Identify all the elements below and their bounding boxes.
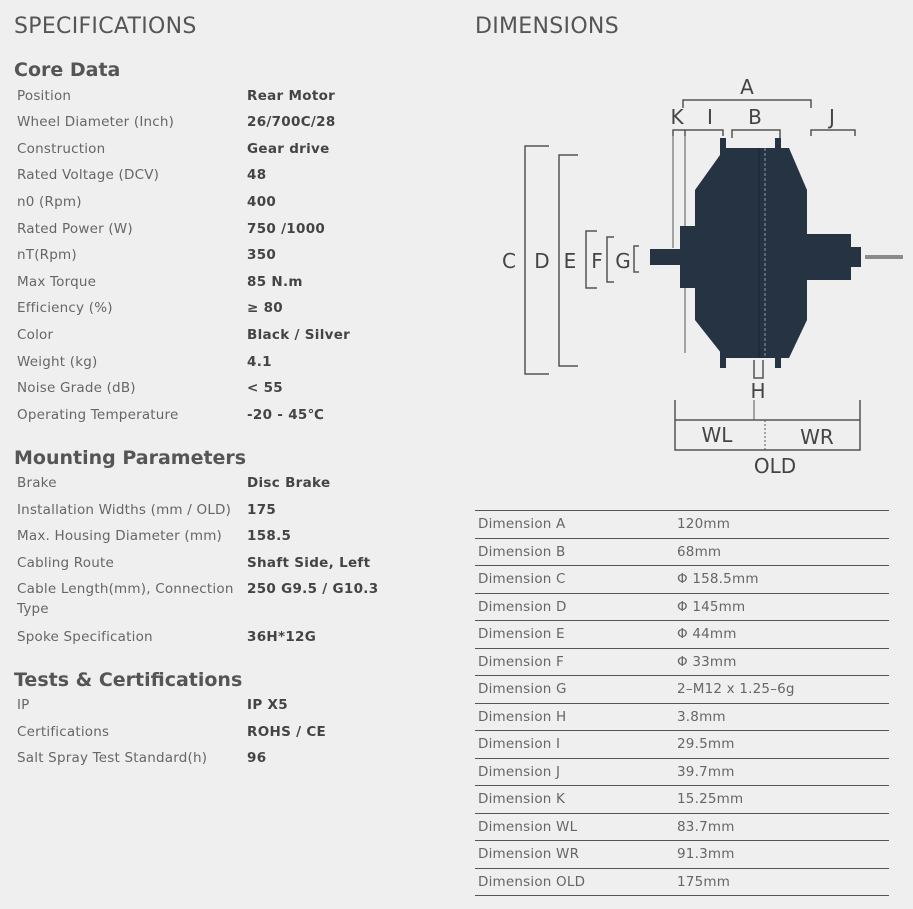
dimension-k-line: [673, 130, 685, 136]
spec-value: 96: [247, 750, 267, 766]
dimension-value: 3.8mm: [677, 708, 726, 725]
spec-label: Wheel Diameter (Inch): [17, 114, 175, 130]
label-i: I: [707, 105, 713, 129]
dimension-label: Dimension A: [478, 516, 566, 532]
table-row: [475, 869, 889, 897]
dimension-value: 83.7mm: [677, 818, 735, 835]
spec-label: Certifications: [17, 724, 110, 740]
spec-label: Max. Housing Diameter (mm): [17, 528, 223, 544]
dimension-value: Φ 33mm: [677, 653, 737, 670]
spec-value: Rear Motor: [247, 88, 336, 104]
spec-value: 158.5: [247, 528, 292, 544]
dimension-value: 2–M12 x 1.25–6g: [677, 681, 795, 697]
dimension-value: 120mm: [677, 516, 731, 532]
spec-value: 85 N.m: [247, 274, 303, 290]
label-old: OLD: [753, 454, 797, 478]
spec-label: Position: [17, 88, 72, 104]
motor-housing: [695, 148, 807, 358]
table-row: [475, 511, 889, 539]
label-d: D: [534, 249, 550, 273]
spec-label: Salt Spray Test Standard(h): [17, 750, 208, 766]
spec-value: Gear drive: [247, 141, 330, 157]
dimension-label: Dimension OLD: [478, 873, 586, 890]
dimension-label: Dimension B: [478, 543, 566, 560]
spec-value: 350: [247, 247, 277, 263]
table-row: [475, 759, 889, 787]
spec-value: 48: [247, 167, 267, 183]
axle-right: [865, 255, 903, 259]
label-wr: WR: [800, 425, 834, 449]
hub-motor-dimension-diagram: [475, 68, 913, 483]
table-row: [475, 704, 889, 732]
spec-label: Installation Widths (mm / OLD): [17, 502, 232, 518]
hub-motor-body: [650, 138, 903, 368]
table-row: [475, 786, 889, 814]
dimension-value: 15.25mm: [677, 791, 744, 807]
spec-value: IP X5: [247, 697, 288, 713]
label-h: H: [750, 379, 766, 403]
table-row: [475, 841, 889, 869]
label-a: A: [740, 75, 754, 99]
label-j: J: [829, 105, 835, 129]
spec-label: Noise Grade (dB): [17, 380, 136, 396]
spec-label: nT(Rpm): [17, 247, 77, 263]
dimension-g-line: [634, 246, 639, 272]
spec-label: Color: [17, 327, 54, 343]
dimension-f-line: [607, 237, 614, 282]
spec-value: Black / Silver: [247, 327, 351, 343]
table-row: [475, 539, 889, 567]
dimension-h-line: [754, 360, 763, 378]
dimension-label: Dimension I: [478, 736, 561, 752]
dimension-value: 91.3mm: [677, 846, 735, 862]
label-e: E: [563, 249, 577, 273]
spec-label: Rated Power (W): [17, 221, 133, 237]
table-row: [475, 649, 889, 677]
spec-value: 250 G9.5 / G10.3: [247, 581, 379, 597]
dimensions-heading: DIMENSIONS: [475, 14, 619, 39]
spec-label: Brake: [17, 475, 57, 491]
spec-label: IP: [17, 697, 30, 713]
spec-label: Efficiency (%): [17, 300, 113, 316]
dimension-label: Dimension WL: [478, 818, 578, 835]
spec-label: Rated Voltage (DCV): [17, 167, 160, 183]
dimension-table: [475, 510, 889, 896]
label-f: F: [591, 249, 603, 273]
label-k: K: [670, 105, 684, 129]
dimension-label: Dimension K: [478, 791, 566, 807]
spec-value: 4.1: [247, 354, 272, 370]
table-row: [475, 814, 889, 842]
dimension-label: Dimension G: [478, 681, 567, 697]
dimension-label: Dimension H: [478, 708, 567, 725]
spec-value: ROHS / CE: [247, 724, 327, 740]
section-title-mounting-parameters: Mounting Parameters: [14, 447, 247, 469]
dimension-value: 68mm: [677, 543, 722, 560]
spec-value: 36H*12G: [247, 629, 317, 645]
table-row: [475, 676, 889, 704]
spec-value: 175: [247, 502, 277, 518]
dimension-value: 29.5mm: [677, 736, 735, 752]
label-g: G: [615, 249, 631, 273]
spec-value: Disc Brake: [247, 475, 331, 491]
spec-value: 26/700C/28: [247, 114, 336, 130]
spec-label: Max Torque: [17, 274, 97, 290]
table-row: [475, 621, 889, 649]
dimension-label: Dimension F: [478, 653, 565, 670]
spec-value: Shaft Side, Left: [247, 555, 371, 571]
dimension-label: Dimension J: [478, 763, 561, 780]
specifications-heading: SPECIFICATIONS: [14, 14, 197, 39]
spec-value: 750 /1000: [247, 221, 326, 237]
dimension-label: Dimension C: [478, 571, 566, 587]
spec-label: Operating Temperature: [17, 407, 179, 423]
dimension-value: 39.7mm: [677, 763, 735, 780]
spec-label: Weight (kg): [17, 354, 98, 370]
dimension-value: Φ 145mm: [677, 598, 746, 615]
spec-value: < 55: [247, 380, 283, 396]
dimension-label: Dimension WR: [478, 846, 580, 862]
table-row: [475, 731, 889, 759]
axle-left-nut: [650, 249, 680, 265]
label-wl: WL: [701, 423, 733, 447]
axle-right-spacer: [807, 234, 851, 280]
dimension-a-line: [683, 100, 811, 108]
label-b: B: [748, 105, 762, 129]
table-row: [475, 594, 889, 622]
dimension-i-line: [685, 130, 723, 136]
section-title-core-data: Core Data: [14, 59, 121, 81]
spec-value: 400: [247, 194, 277, 210]
dimension-label: Dimension D: [478, 598, 567, 615]
spec-label: Spoke Specification: [17, 629, 153, 645]
dimension-value: 175mm: [677, 873, 731, 890]
dimension-label: Dimension E: [478, 626, 565, 642]
spec-label: Construction: [17, 141, 106, 157]
label-c: C: [502, 249, 516, 273]
spec-label: n0 (Rpm): [17, 194, 82, 210]
spec-label: Cable Length(mm), Connection Type: [17, 581, 234, 617]
dimension-value: Φ 158.5mm: [677, 571, 759, 587]
spec-value: ≥ 80: [247, 300, 283, 316]
spec-value: -20 - 45℃: [247, 407, 325, 423]
dimension-b-line: [732, 130, 780, 138]
spec-label: Cabling Route: [17, 555, 114, 571]
section-title-tests-certifications: Tests & Certifications: [14, 669, 243, 691]
dimension-value: Φ 44mm: [677, 626, 737, 642]
table-row: [475, 566, 889, 594]
dimension-j-line: [811, 130, 855, 136]
